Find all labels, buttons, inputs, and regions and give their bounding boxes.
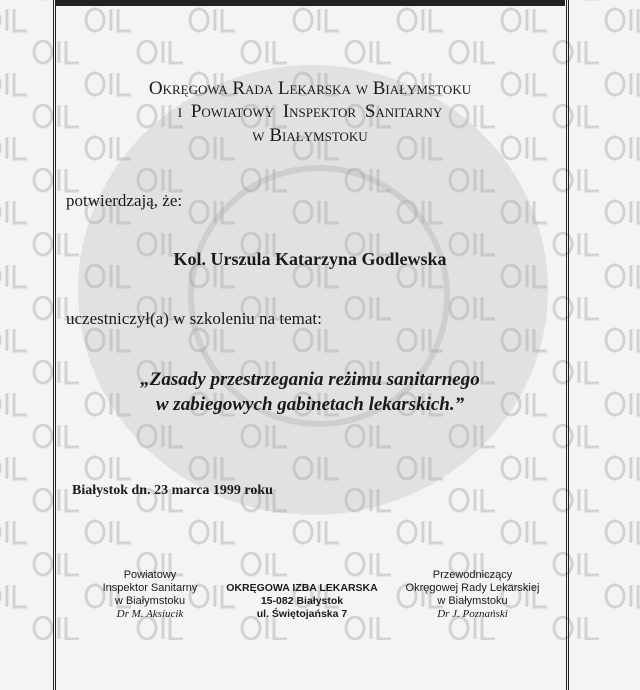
topic-line-2: w zabiegowych gabinetach lekarskich.” [155, 394, 465, 415]
signature-right: Przewodniczący Okręgowej Rady Lekarskiej w Białymstoku Dr J. Poznański [405, 569, 540, 620]
header-line-3: w Białymstoku [252, 125, 368, 146]
topic-line-1: „Zasady przestrzegania reżimu sanitarnego [140, 369, 480, 390]
participant-name: Kol. Urszula Katarzyna Godlewska [173, 249, 447, 269]
signature-left: Powiatowy Inspektor Sanitarny w Białymstoku Dr M. Aksiucik [102, 569, 198, 620]
stamp-address: OKRĘGOWA IZBA LEKARSKA 15-082 Białystok ul. Świętojańska 7 [226, 582, 378, 620]
header-line-2: i Powiatowy Inspektor Sanitarny [177, 101, 443, 122]
date-text: Białystok dn. 23 marca 1999 roku [72, 483, 273, 498]
header-line-1: Okręgowa Rada Lekarska w Białymstoku [148, 78, 472, 99]
confirm-text: potwierdzają, że: [66, 191, 183, 210]
participated-text: uczestniczył(a) w szkoleniu na temat: [66, 309, 322, 328]
